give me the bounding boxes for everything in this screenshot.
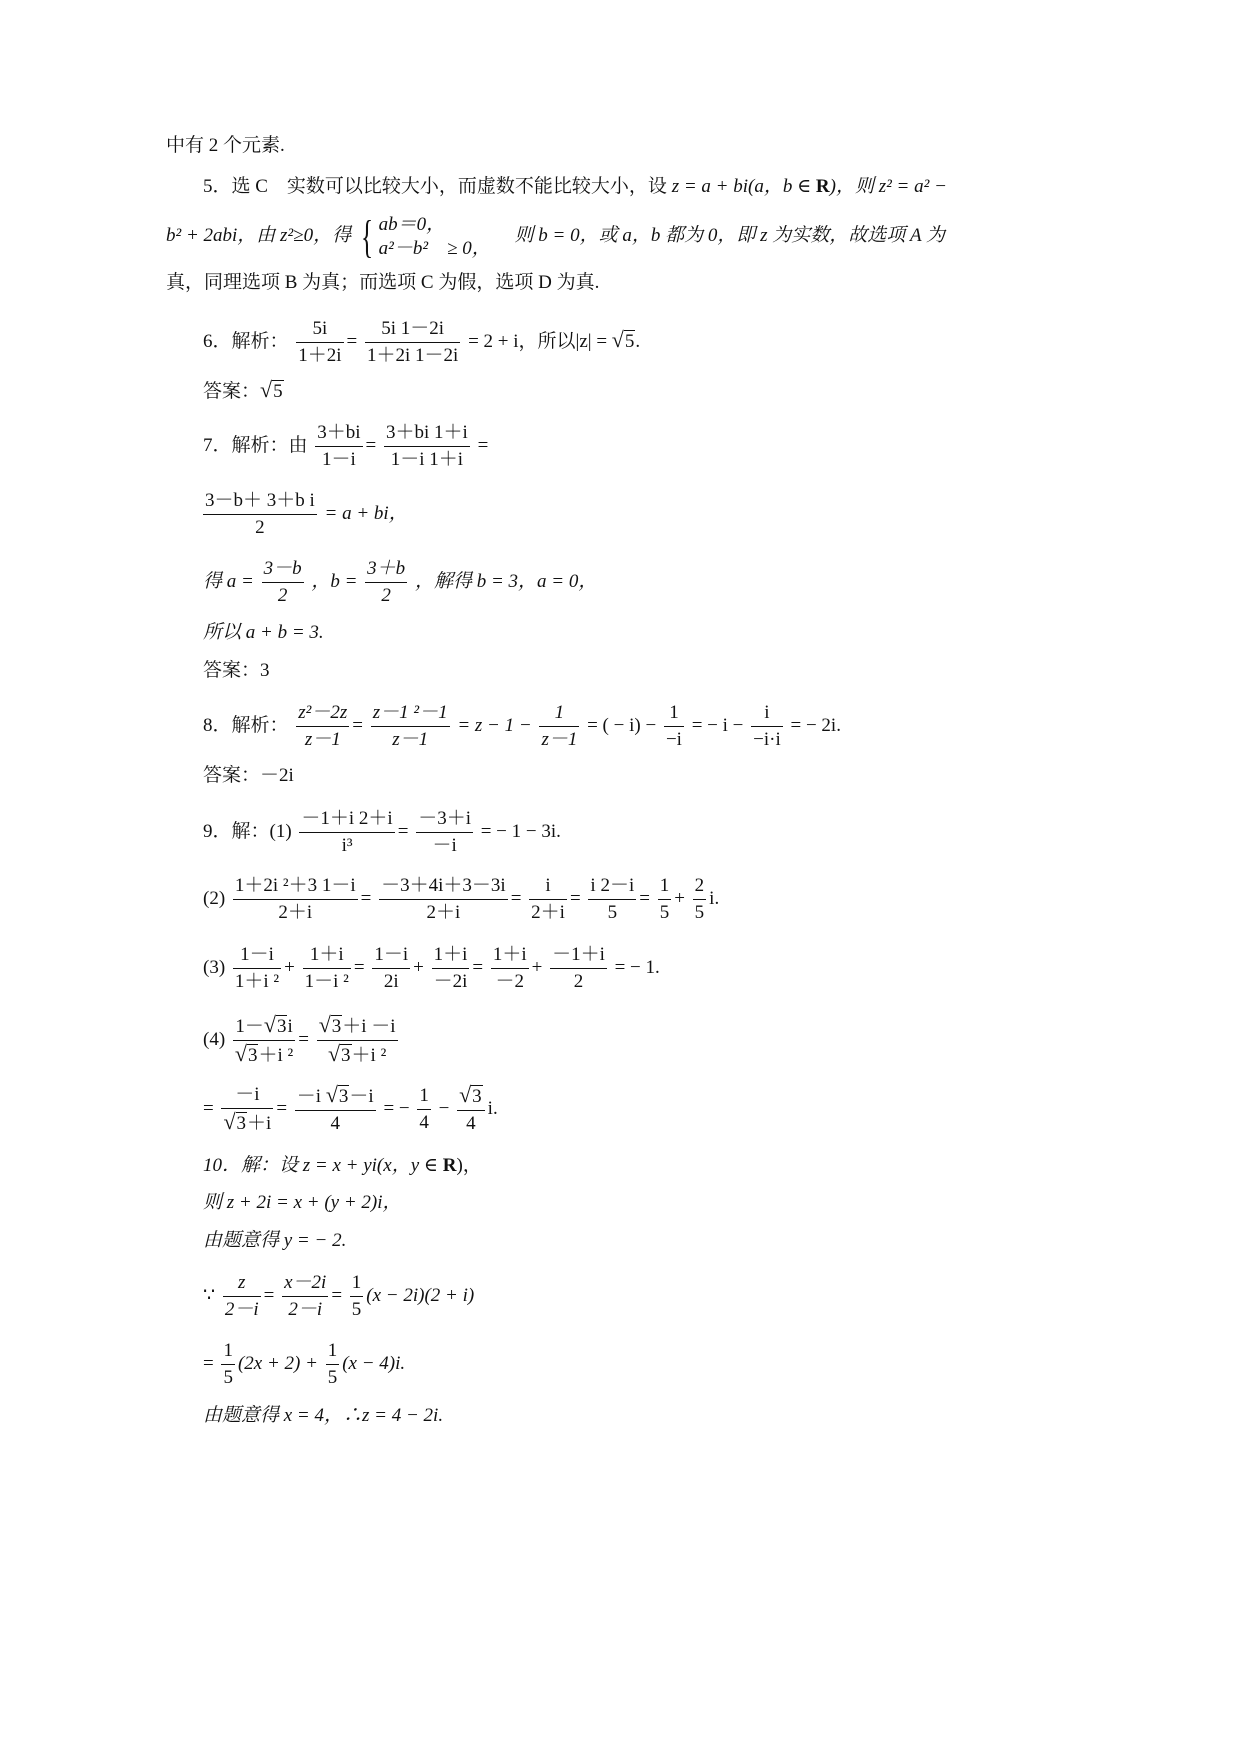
denominator: 2 bbox=[255, 517, 265, 539]
fraction bbox=[658, 873, 672, 926]
denominator: z－1 bbox=[392, 729, 429, 751]
text: i. bbox=[487, 1097, 498, 1119]
denominator bbox=[317, 1041, 398, 1069]
text: i. bbox=[709, 888, 720, 909]
text: 5．选 C 实数可以比较大小，而虚数不能比较大小，设 bbox=[203, 176, 672, 197]
text: 所以 a + b = 3. bbox=[203, 622, 324, 643]
denominator: 4 bbox=[466, 1113, 476, 1134]
denominator: 4 bbox=[419, 1112, 429, 1133]
denominator: 2＋i bbox=[531, 902, 565, 924]
numerator: 3－b bbox=[262, 556, 304, 583]
text: = − 2i. bbox=[790, 715, 841, 736]
sqrt-symbol: √5 bbox=[611, 327, 635, 352]
text: ，b = bbox=[311, 571, 363, 592]
item-9-part-4: (4) $\frac{1-√3i}{\text{√3＋i ²}}$ = $\frac{√3+i -i}{\text{√3＋i ²}}$ bbox=[203, 1012, 401, 1069]
radicand: 3 bbox=[472, 1086, 482, 1107]
numerator: 5i bbox=[296, 316, 343, 343]
item-7-line-2 bbox=[200, 488, 408, 541]
text: 得 a = bbox=[203, 571, 259, 592]
radicand: 3 bbox=[276, 1016, 287, 1037]
item-10-line-1 bbox=[203, 1154, 482, 1178]
text: 8．解析： bbox=[203, 715, 289, 736]
item-9-part-1: 9．解：(1) $\frac{-1+i 2+i}{\text{i³}}$ = $\frac{-3+i}{-i}$ = − 1 − 3i. bbox=[203, 806, 561, 859]
numerator: 1＋i bbox=[303, 942, 351, 969]
denominator: 2 bbox=[381, 585, 391, 607]
fraction bbox=[365, 556, 407, 609]
item-9-part-2: (2) $\frac{\text{1＋2i ²＋3 1－i}}{2+i}$ = $\frac{-3+4i+3-3i}{2+i}$ = $\frac{i}{2+i}$ = $\frac{i 2-i}{5}$ = $\frac{1}{5}$ + $\frac{2}{5}$ i. bbox=[203, 873, 719, 926]
numerator bbox=[295, 1082, 376, 1111]
fraction bbox=[417, 1083, 431, 1136]
denominator: －2 bbox=[495, 971, 524, 993]
text: = z − 1 − bbox=[457, 715, 537, 736]
numerator: 1－i bbox=[372, 942, 410, 969]
fraction bbox=[550, 942, 607, 995]
answer-8 bbox=[203, 764, 294, 788]
text: . bbox=[635, 331, 641, 352]
denominator: 1－i ² bbox=[304, 971, 349, 993]
numerator: 1 bbox=[221, 1338, 235, 1365]
denominator: 5 bbox=[694, 902, 705, 924]
denominator: 2 bbox=[573, 971, 584, 993]
answer-6 bbox=[203, 378, 284, 404]
numerator: 1 bbox=[417, 1083, 431, 1110]
denominator: 5 bbox=[607, 902, 618, 924]
text: R bbox=[442, 1155, 457, 1176]
fraction bbox=[457, 1082, 485, 1137]
fraction bbox=[296, 700, 349, 753]
fraction bbox=[221, 1338, 235, 1391]
fraction bbox=[432, 942, 470, 995]
numerator: 1 bbox=[658, 873, 672, 900]
text: (2x + 2) + bbox=[237, 1353, 323, 1374]
fraction bbox=[223, 1270, 261, 1323]
sqrt-symbol: √3 bbox=[234, 1041, 258, 1066]
fraction bbox=[350, 1270, 364, 1323]
numerator bbox=[457, 1082, 485, 1111]
numerator: 1－i bbox=[233, 942, 281, 969]
numerator: 5i 1－2i bbox=[365, 316, 460, 343]
fraction bbox=[262, 556, 304, 609]
text: 7．解析：由 bbox=[203, 435, 308, 456]
denominator: 5 bbox=[659, 902, 670, 924]
sqrt-symbol: √3 bbox=[223, 1109, 247, 1134]
fraction bbox=[315, 420, 362, 473]
denominator: 2－i bbox=[288, 1299, 323, 1321]
fraction bbox=[365, 316, 460, 369]
text: －i bbox=[349, 1086, 374, 1107]
fraction bbox=[317, 1012, 398, 1069]
numerator: －1＋i 2＋i bbox=[299, 806, 394, 833]
fraction bbox=[295, 1082, 376, 1137]
fraction bbox=[221, 1082, 273, 1137]
text: 则 b = 0，或 a，b 都为 0，即 z 为实数，故选项 A 为 bbox=[495, 225, 945, 246]
text: = 2 + i，所以|z| = bbox=[468, 331, 612, 352]
fraction bbox=[416, 806, 473, 859]
numerator: x－2i bbox=[282, 1270, 328, 1297]
text: 则 z + 2i = x + (y + 2)i， bbox=[203, 1192, 402, 1213]
fraction bbox=[372, 942, 410, 995]
denominator: －i bbox=[432, 835, 457, 857]
system-row: ab＝0， bbox=[378, 213, 446, 235]
numerator: 2 bbox=[693, 873, 707, 900]
item-7-line-1: 7．解析：由 $\frac{3+bi}{1-i}$ = $\frac{3+bi 1+i}{1-i 1+i}$ = bbox=[203, 420, 488, 473]
denominator: 1－i 1＋i bbox=[390, 449, 464, 471]
fraction bbox=[303, 942, 351, 995]
sqrt-symbol: √3 bbox=[263, 1012, 287, 1037]
fraction bbox=[296, 316, 343, 369]
denominator: 2i bbox=[383, 971, 399, 993]
text: ，解得 b = 3，a = 0， bbox=[414, 571, 598, 592]
text: 真，同理选项 B 为真；而选项 C 为假，选项 D 为真. bbox=[166, 272, 600, 293]
numerator: z²－2z bbox=[296, 700, 349, 727]
numerator: 1＋i bbox=[491, 942, 529, 969]
text: 10．解：设 z = x + yi(x，y ∈ bbox=[203, 1155, 443, 1176]
item-8-line: 8．解析： $\frac{\text{z²－2z}}{z-1}$ = $\frac{\text{z－1 ²－1}}{z-1}$ = z − 1 − $\frac{1}{z-1}$ = ( − i) − $\frac{1}{-i}$ = − i − $\frac{i}{-i\cdot i}$ = − 2i. bbox=[203, 700, 841, 753]
text: z = a + bi(a，b ∈ bbox=[671, 176, 816, 197]
radicand: 3 bbox=[341, 1045, 351, 1066]
fraction bbox=[693, 873, 707, 926]
sqrt-symbol: √3 bbox=[459, 1082, 482, 1107]
numerator bbox=[233, 1012, 295, 1041]
item-10-line-2 bbox=[203, 1191, 402, 1215]
fraction bbox=[233, 942, 281, 995]
text: (3) bbox=[203, 957, 226, 978]
numerator: 3＋bi bbox=[315, 420, 362, 447]
item-7-line-3 bbox=[203, 556, 597, 609]
fraction bbox=[491, 942, 529, 995]
fraction bbox=[751, 700, 783, 753]
denominator: −i·i bbox=[753, 729, 781, 751]
text: = a + bi， bbox=[324, 503, 408, 524]
item-10-line-3 bbox=[203, 1229, 346, 1253]
numerator: i 2－i bbox=[588, 873, 636, 900]
item-6-line: 6．解析： $\frac{5i}{1+2i}$ = $\frac{5i 1-2i}{1+2i 1-2i}$ = 2 + i，所以|z| = √5. bbox=[203, 314, 640, 369]
text: − bbox=[438, 1097, 455, 1119]
text: 答案：3 bbox=[203, 660, 270, 681]
fraction bbox=[384, 420, 470, 473]
denominator: －2i bbox=[433, 971, 468, 993]
equation-system bbox=[379, 213, 491, 261]
denominator: 5 bbox=[351, 1299, 362, 1321]
item-9-part-3: (3) $\frac{1-i}{\text{1＋i ²}}$ + $\frac{1+i}{\text{1－i ²}}$ = $\frac{1-i}{2i}$ + $\frac{1+i}{-2i}$ = $\frac{1+i}{-2}$ + $\frac{-1+i}{2}$ = − 1. bbox=[203, 942, 660, 995]
numerator: 1＋2i ²＋3 1－i bbox=[233, 873, 358, 900]
text: ∵ bbox=[203, 1285, 216, 1306]
denominator: 1＋2i 1－2i bbox=[367, 345, 459, 367]
item-10-line-4: ∵ $\frac{z}{2-i}$ = $\frac{x-2i}{2-i}$ = $\frac{1}{5}$ (x − 2i)(2 + i) bbox=[203, 1270, 474, 1323]
item-7-line-4 bbox=[203, 621, 324, 645]
numerator: 1 bbox=[664, 700, 684, 727]
text: = bbox=[477, 435, 489, 456]
denominator: 1＋i ² bbox=[234, 971, 280, 993]
numerator: 3＋b bbox=[365, 556, 407, 583]
denominator: i³ bbox=[341, 835, 353, 857]
denominator: 2＋i bbox=[278, 902, 313, 924]
radicand: 3 bbox=[236, 1113, 247, 1134]
text: ＋i ² bbox=[258, 1045, 294, 1066]
text: 答案：－2i bbox=[203, 765, 294, 786]
answer-7 bbox=[203, 659, 270, 683]
text: 中有 2 个元素. bbox=[166, 135, 285, 156]
denominator: 1－i bbox=[322, 449, 356, 471]
text: ＋i ² bbox=[351, 1045, 387, 1066]
item-10-line-5: = $\frac{1}{5}$ (2x + 2) + $\frac{1}{5}$ (x − 4)i. bbox=[203, 1338, 405, 1391]
sqrt-symbol: √3 bbox=[325, 1082, 349, 1107]
denominator: 1＋2i bbox=[298, 345, 342, 367]
text: 9．解：(1) bbox=[203, 821, 292, 842]
numerator: 3＋bi 1＋i bbox=[384, 420, 470, 447]
numerator bbox=[317, 1012, 398, 1041]
radicand: 3 bbox=[338, 1086, 349, 1107]
text: 答案： bbox=[203, 381, 261, 402]
text: i bbox=[287, 1016, 293, 1037]
fraction bbox=[326, 1338, 340, 1391]
numerator: z bbox=[223, 1270, 261, 1297]
numerator: －1＋i bbox=[550, 942, 607, 969]
denominator: −i bbox=[665, 729, 682, 751]
text: = ( − i) − bbox=[587, 715, 661, 736]
denominator: 2－i bbox=[224, 1299, 259, 1321]
sqrt-symbol: √5 bbox=[260, 377, 283, 402]
text: (2) bbox=[203, 888, 226, 909]
denominator bbox=[221, 1109, 273, 1137]
text: (x − 2i)(2 + i) bbox=[366, 1285, 475, 1306]
denominator: 2 bbox=[277, 585, 288, 607]
fraction bbox=[588, 873, 636, 926]
numerator: －3＋i bbox=[416, 806, 473, 833]
radicand: 3 bbox=[247, 1045, 258, 1066]
text: ＋i －i bbox=[342, 1016, 396, 1037]
numerator: 1 bbox=[350, 1270, 364, 1297]
fraction bbox=[233, 873, 358, 926]
radicand: 3 bbox=[331, 1016, 342, 1037]
fraction bbox=[282, 1270, 328, 1323]
numerator: 1 bbox=[539, 700, 579, 727]
text: 6．解析： bbox=[203, 331, 289, 352]
text: = − 1 − 3i. bbox=[480, 821, 561, 842]
text: = − 1. bbox=[614, 957, 660, 978]
fraction bbox=[664, 700, 684, 753]
text: (4) bbox=[203, 1028, 226, 1050]
fraction bbox=[529, 873, 567, 926]
denominator: z－1 bbox=[541, 729, 578, 751]
text: R bbox=[815, 176, 830, 197]
denominator: 2＋i bbox=[426, 902, 461, 924]
sqrt-symbol: √3 bbox=[318, 1012, 342, 1037]
radicand: 5 bbox=[273, 381, 283, 402]
item-10-line-6 bbox=[203, 1404, 443, 1428]
sqrt-symbol: √3 bbox=[327, 1041, 351, 1066]
text: b² + 2abi，由 z²≥0，得 bbox=[166, 225, 352, 246]
fraction bbox=[233, 1012, 295, 1069]
item-9-part-4-cont: = $\frac{-i}{√3+i}$ = $\frac{-i √3-i}{4}$ = − $\frac{1}{4}$ − $\frac{√3}{4}$ i. bbox=[203, 1082, 498, 1137]
text-line bbox=[166, 134, 285, 158]
numerator: －3＋4i＋3－3i bbox=[379, 873, 508, 900]
denominator: z－1 bbox=[304, 729, 341, 751]
denominator: 4 bbox=[330, 1113, 340, 1134]
fraction bbox=[379, 873, 508, 926]
text: ＋i bbox=[247, 1113, 272, 1134]
text: )，则 z² = a² − bbox=[829, 176, 947, 197]
fraction bbox=[371, 700, 450, 753]
fraction bbox=[299, 806, 394, 859]
denominator: 5 bbox=[327, 1367, 338, 1389]
fraction bbox=[203, 488, 317, 541]
numerator: －i bbox=[221, 1082, 273, 1109]
text: 1－ bbox=[235, 1016, 264, 1037]
text: (x − 4)i. bbox=[342, 1353, 406, 1374]
item-5-line-1 bbox=[203, 175, 947, 199]
system-row: a²－b² ≥ 0， bbox=[378, 237, 491, 259]
numerator: 3－b＋ 3＋b i bbox=[203, 488, 317, 515]
radicand: 5 bbox=[624, 331, 635, 352]
denominator bbox=[233, 1041, 295, 1069]
numerator: z－1 ²－1 bbox=[371, 700, 450, 727]
text: 由题意得 x = 4，∴z = 4 − 2i. bbox=[203, 1405, 444, 1426]
numerator: 1＋i bbox=[432, 942, 470, 969]
item-5-line-3 bbox=[166, 271, 599, 295]
denominator: 5 bbox=[223, 1367, 233, 1389]
text: －i bbox=[296, 1086, 326, 1107]
text: = − i − bbox=[691, 715, 749, 736]
text: 由题意得 y = − 2. bbox=[203, 1230, 347, 1251]
brace-symbol: { bbox=[360, 210, 373, 262]
item-5-line-2 bbox=[166, 212, 945, 261]
numerator: i bbox=[751, 700, 783, 727]
numerator: i bbox=[529, 873, 567, 900]
fraction bbox=[539, 700, 579, 753]
text: )， bbox=[456, 1155, 482, 1176]
numerator: 1 bbox=[326, 1338, 340, 1365]
text: = − bbox=[383, 1097, 415, 1119]
